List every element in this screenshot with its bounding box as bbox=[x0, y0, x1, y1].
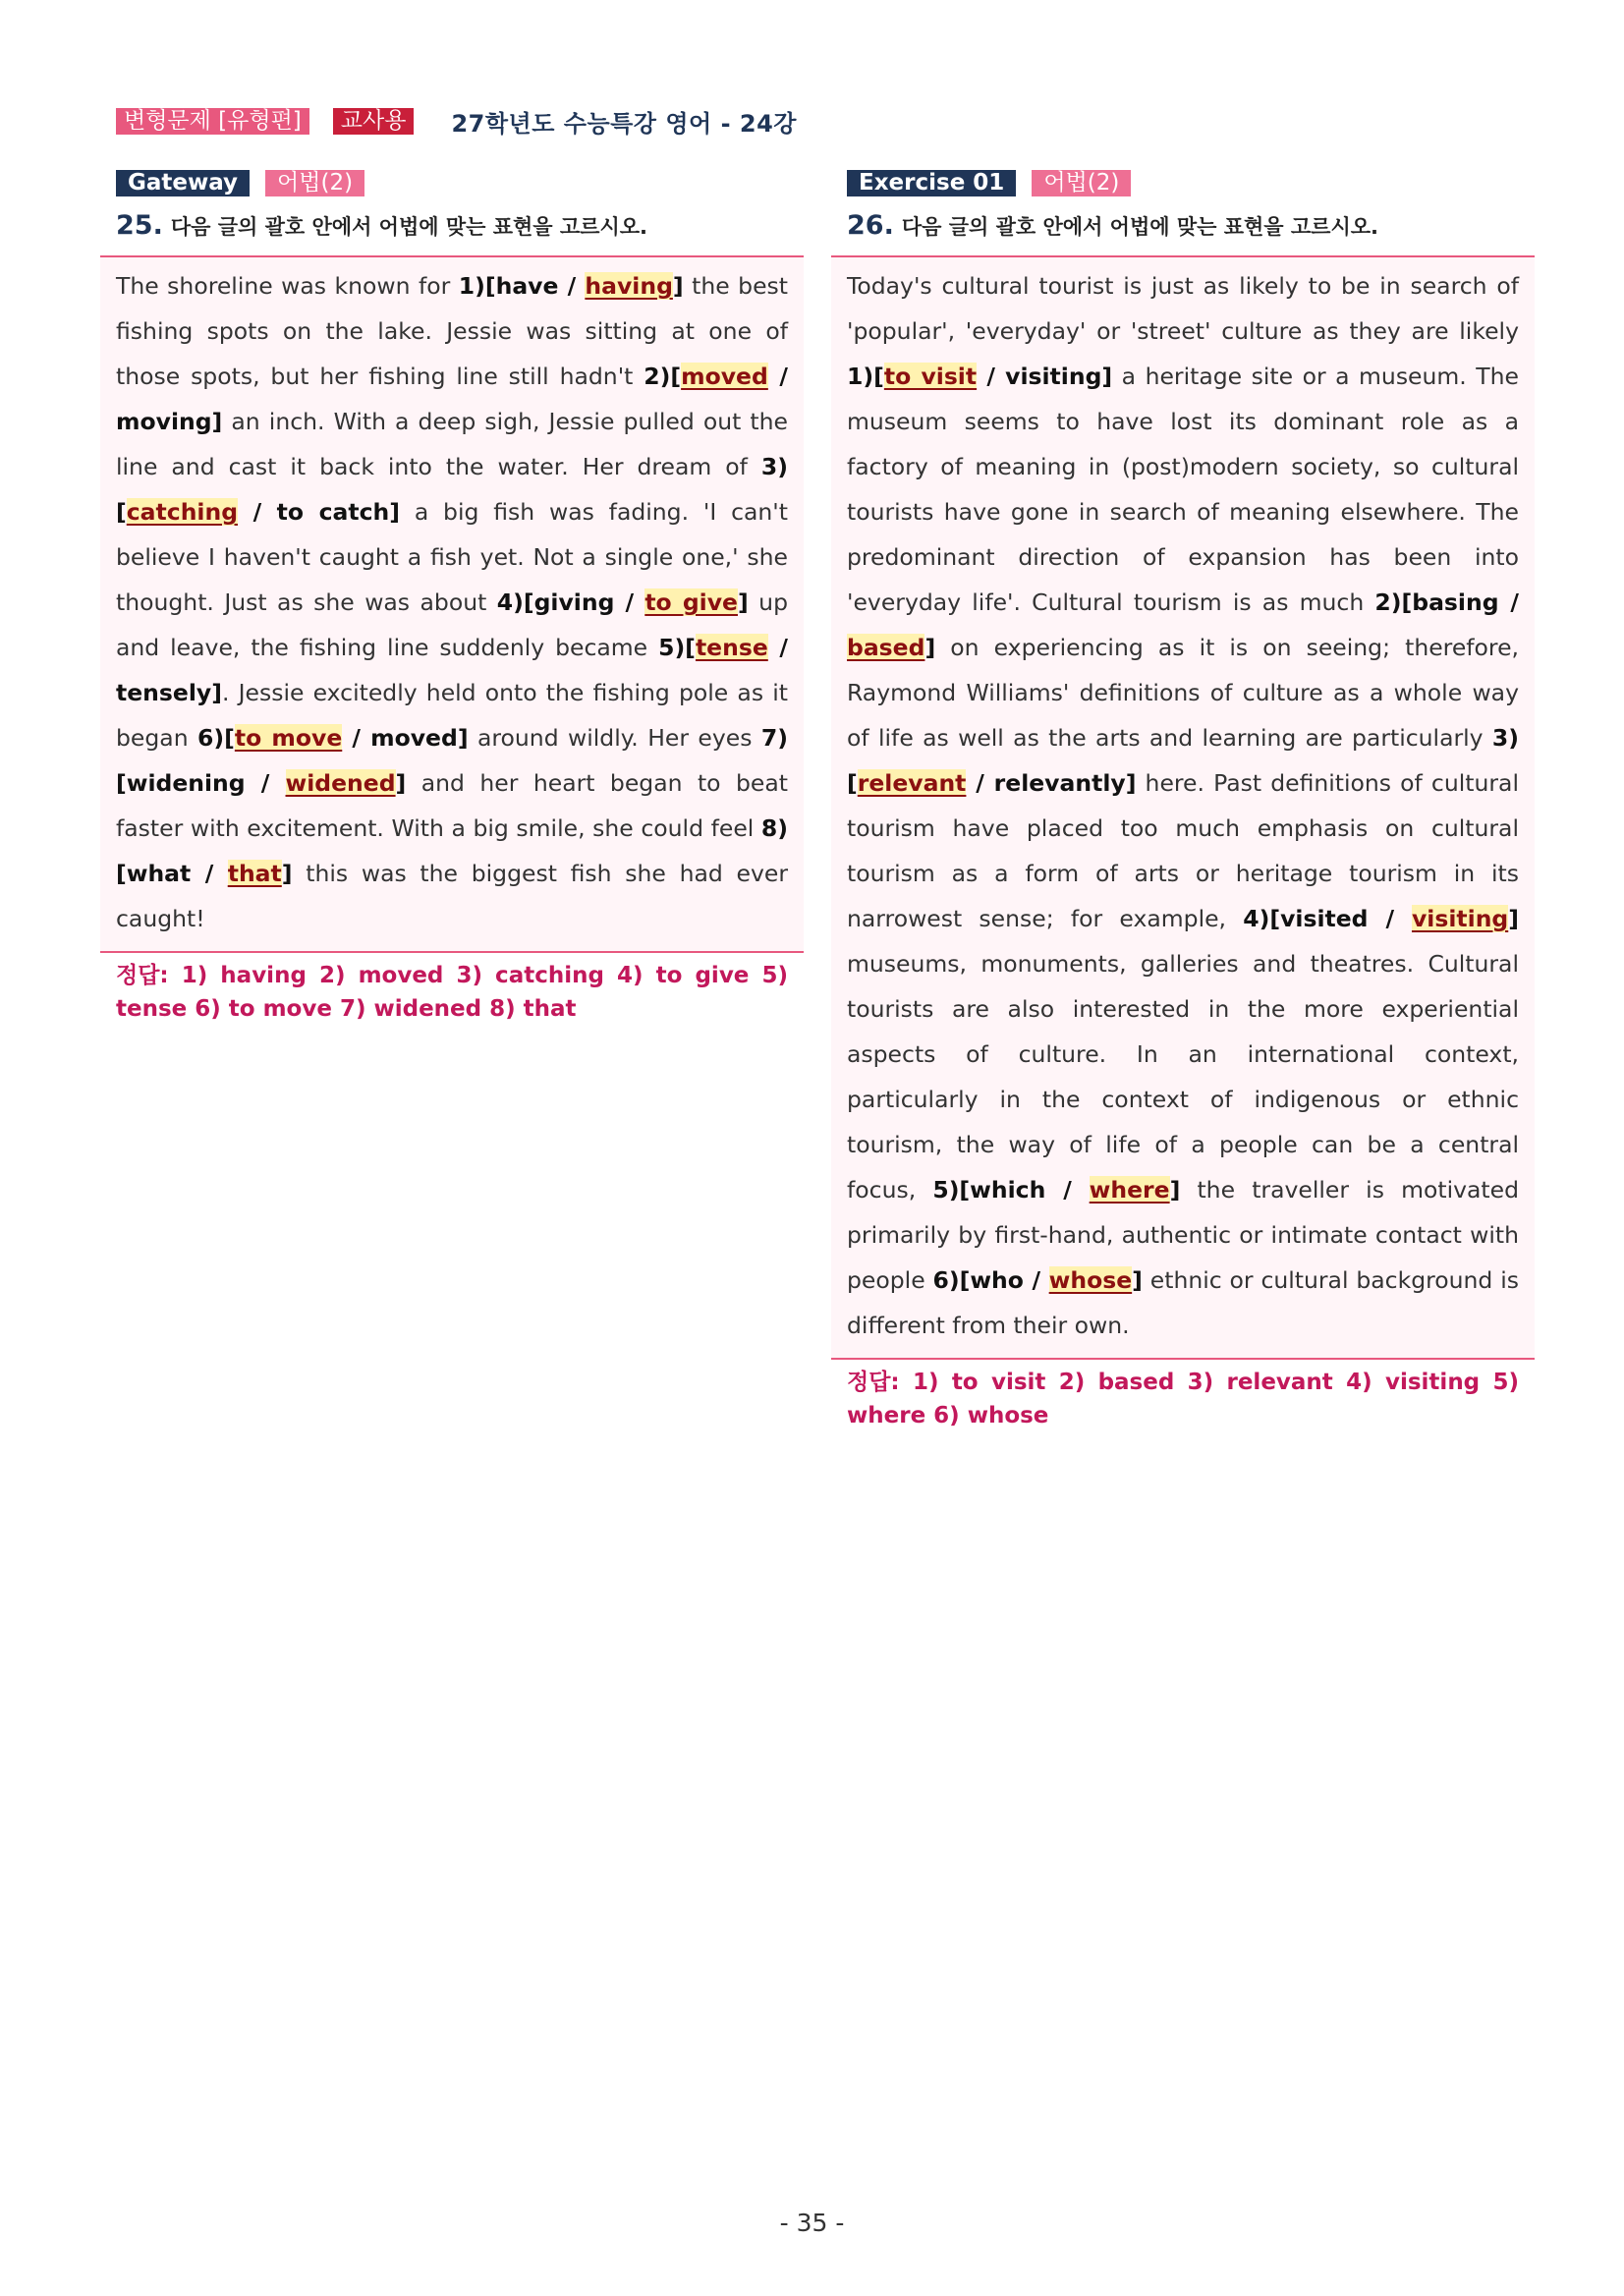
choice-bracket: 5)[ bbox=[658, 634, 696, 661]
choice-bracket: 4)[visited / bbox=[1243, 905, 1412, 932]
passage-text: on experiencing as it is on seeing; therefore, Raymond Williams' definitions of culture as a whole way of life as well as the arts and learning are particularly bbox=[847, 634, 1519, 752]
choice-bracket: 1)[ bbox=[847, 363, 884, 390]
choice-bracket: 6)[who / bbox=[932, 1266, 1049, 1294]
passage-text: museums, monuments, galleries and theatres. Cultural tourists are also interested in the more experiential aspects of culture. In an international context, particularly in the context of indigenous or ethnic tourism, the way of life of a people can be a central focus, bbox=[847, 950, 1519, 1204]
correct-choice: to visit bbox=[883, 363, 978, 390]
passage-text: the best fishing spots on the lake. Jessie was sitting at one of those spots, but her fishing line still hadn't bbox=[116, 272, 788, 390]
correct-choice: widened bbox=[285, 769, 396, 797]
choice-bracket: 2)[ bbox=[644, 363, 682, 390]
left-label-row bbox=[100, 169, 804, 196]
choice-bracket: ] bbox=[924, 634, 936, 661]
choice-bracket: 7)[widening / bbox=[116, 724, 788, 797]
choice-bracket: ] bbox=[1169, 1176, 1181, 1204]
question-instruction: 다음 글의 괄호 안에서 어법에 맞는 표현을 고르시오. bbox=[901, 215, 1379, 239]
left-column bbox=[100, 169, 804, 1026]
choice-bracket: 3)[ bbox=[116, 453, 788, 526]
choice-bracket: / moved] bbox=[342, 724, 469, 752]
correct-choice: relevant bbox=[857, 769, 967, 797]
choice-bracket: 4)[giving / bbox=[496, 588, 645, 616]
question-26 bbox=[831, 210, 1535, 242]
correct-choice: that bbox=[227, 860, 282, 887]
passage-text: this was the biggest fish she had ever caught! bbox=[116, 860, 789, 932]
choice-bracket: 2)[basing / bbox=[1374, 588, 1520, 616]
page-header bbox=[116, 106, 797, 136]
passage-text: Today's cultural tourist is just as likely to be in search of 'popular', 'everyday' or 'street' culture as they are likely bbox=[847, 272, 1519, 345]
choice-bracket: ] bbox=[281, 860, 293, 887]
header-title: 27학년도 수능특강 영어 - 24강 bbox=[451, 109, 797, 138]
question-25 bbox=[100, 210, 804, 242]
choice-bracket: / tensely] bbox=[116, 634, 789, 706]
passage-text: around wildly. Her eyes bbox=[468, 724, 761, 752]
passage-text: the traveller is motivated primarily by first-hand, authentic or intimate contact with people bbox=[847, 1176, 1520, 1294]
gateway-badge: Gateway bbox=[116, 170, 250, 196]
choice-bracket: ] bbox=[395, 769, 407, 797]
exercise-badge: Exercise 01 bbox=[847, 170, 1016, 196]
grammar-type-badge: 어법(2) bbox=[265, 170, 364, 196]
passage-box bbox=[831, 255, 1535, 1360]
passage-text: . Jessie excitedly held onto the fishing pole as it began bbox=[116, 679, 788, 752]
passage-text: up and leave, the fishing line suddenly became bbox=[116, 588, 788, 661]
passage-text: an inch. With a deep sigh, Jessie pulled out the line and cast it back into the water. Her dream of bbox=[116, 408, 788, 480]
choice-bracket: / relevantly] bbox=[966, 769, 1137, 797]
correct-choice: based bbox=[847, 634, 925, 661]
passage-text: here. Past definitions of cultural tourism have placed too much emphasis on cultural tourism as a form of arts or heritage tourism in its narrowest sense; for example, bbox=[847, 769, 1519, 932]
page-number: - 35 - bbox=[779, 2209, 845, 2237]
correct-choice: having bbox=[585, 272, 673, 300]
choice-bracket: 8)[what / bbox=[116, 814, 788, 887]
choice-bracket: ] bbox=[1508, 905, 1519, 932]
right-column bbox=[831, 169, 1535, 1432]
correct-choice: visiting bbox=[1411, 905, 1509, 932]
passage-text: and her heart began to beat faster with excitement. With a big smile, she could feel bbox=[116, 769, 788, 842]
passage-box bbox=[100, 255, 804, 953]
correct-choice: to give bbox=[644, 588, 738, 616]
choice-bracket: ] bbox=[1132, 1266, 1143, 1294]
correct-choice: tense bbox=[695, 634, 768, 661]
grammar-type-badge: 어법(2) bbox=[1032, 170, 1131, 196]
choice-bracket: ] bbox=[672, 272, 684, 300]
correct-choice: whose bbox=[1048, 1266, 1133, 1294]
question-number: 25. bbox=[116, 210, 163, 241]
correct-choice: to move bbox=[234, 724, 343, 752]
choice-bracket: / to catch] bbox=[238, 498, 401, 526]
teacher-edition-tag: 교사용 bbox=[333, 108, 415, 135]
passage-text: ethnic or cultural background is different from their own. bbox=[847, 1266, 1519, 1339]
choice-bracket: 6)[ bbox=[197, 724, 235, 752]
right-label-row bbox=[831, 169, 1535, 196]
choice-bracket: / visiting] bbox=[977, 363, 1113, 390]
correct-choice: moved bbox=[681, 363, 768, 390]
correct-choice: where bbox=[1089, 1176, 1170, 1204]
passage-text: a big fish was fading. 'I can't believe I haven't caught a fish yet. Not a single one,' she thought. Just as she was about bbox=[116, 498, 788, 616]
question-instruction: 다음 글의 괄호 안에서 어법에 맞는 표현을 고르시오. bbox=[170, 215, 648, 239]
choice-bracket: / moving] bbox=[116, 363, 789, 435]
choice-bracket: 3)[ bbox=[847, 724, 1519, 797]
answer-key: 정답: 1) having 2) moved 3) catching 4) to give 5) tense 6) to move 7) widened 8) that bbox=[116, 963, 788, 1022]
choice-bracket: 1)[have / bbox=[458, 272, 586, 300]
variant-type-tag: 변형문제 [유형편] bbox=[116, 108, 309, 135]
answer-key: 정답: 1) to visit 2) based 3) relevant 4) visiting 5) where 6) whose bbox=[847, 1370, 1519, 1428]
question-number: 26. bbox=[847, 210, 894, 241]
choice-bracket: ] bbox=[737, 588, 749, 616]
passage-text: The shoreline was known for bbox=[116, 272, 459, 300]
choice-bracket: 5)[which / bbox=[932, 1176, 1090, 1204]
correct-choice: catching bbox=[126, 498, 239, 526]
passage-text: a heritage site or a museum. The museum seems to have lost its dominant role as a factory of meaning in (post)modern society, so cultural tourists have gone in search of meaning elsewhere. The predominant direction of expansion has been into 'everyday life'. Cultural tourism is as much bbox=[847, 363, 1519, 616]
